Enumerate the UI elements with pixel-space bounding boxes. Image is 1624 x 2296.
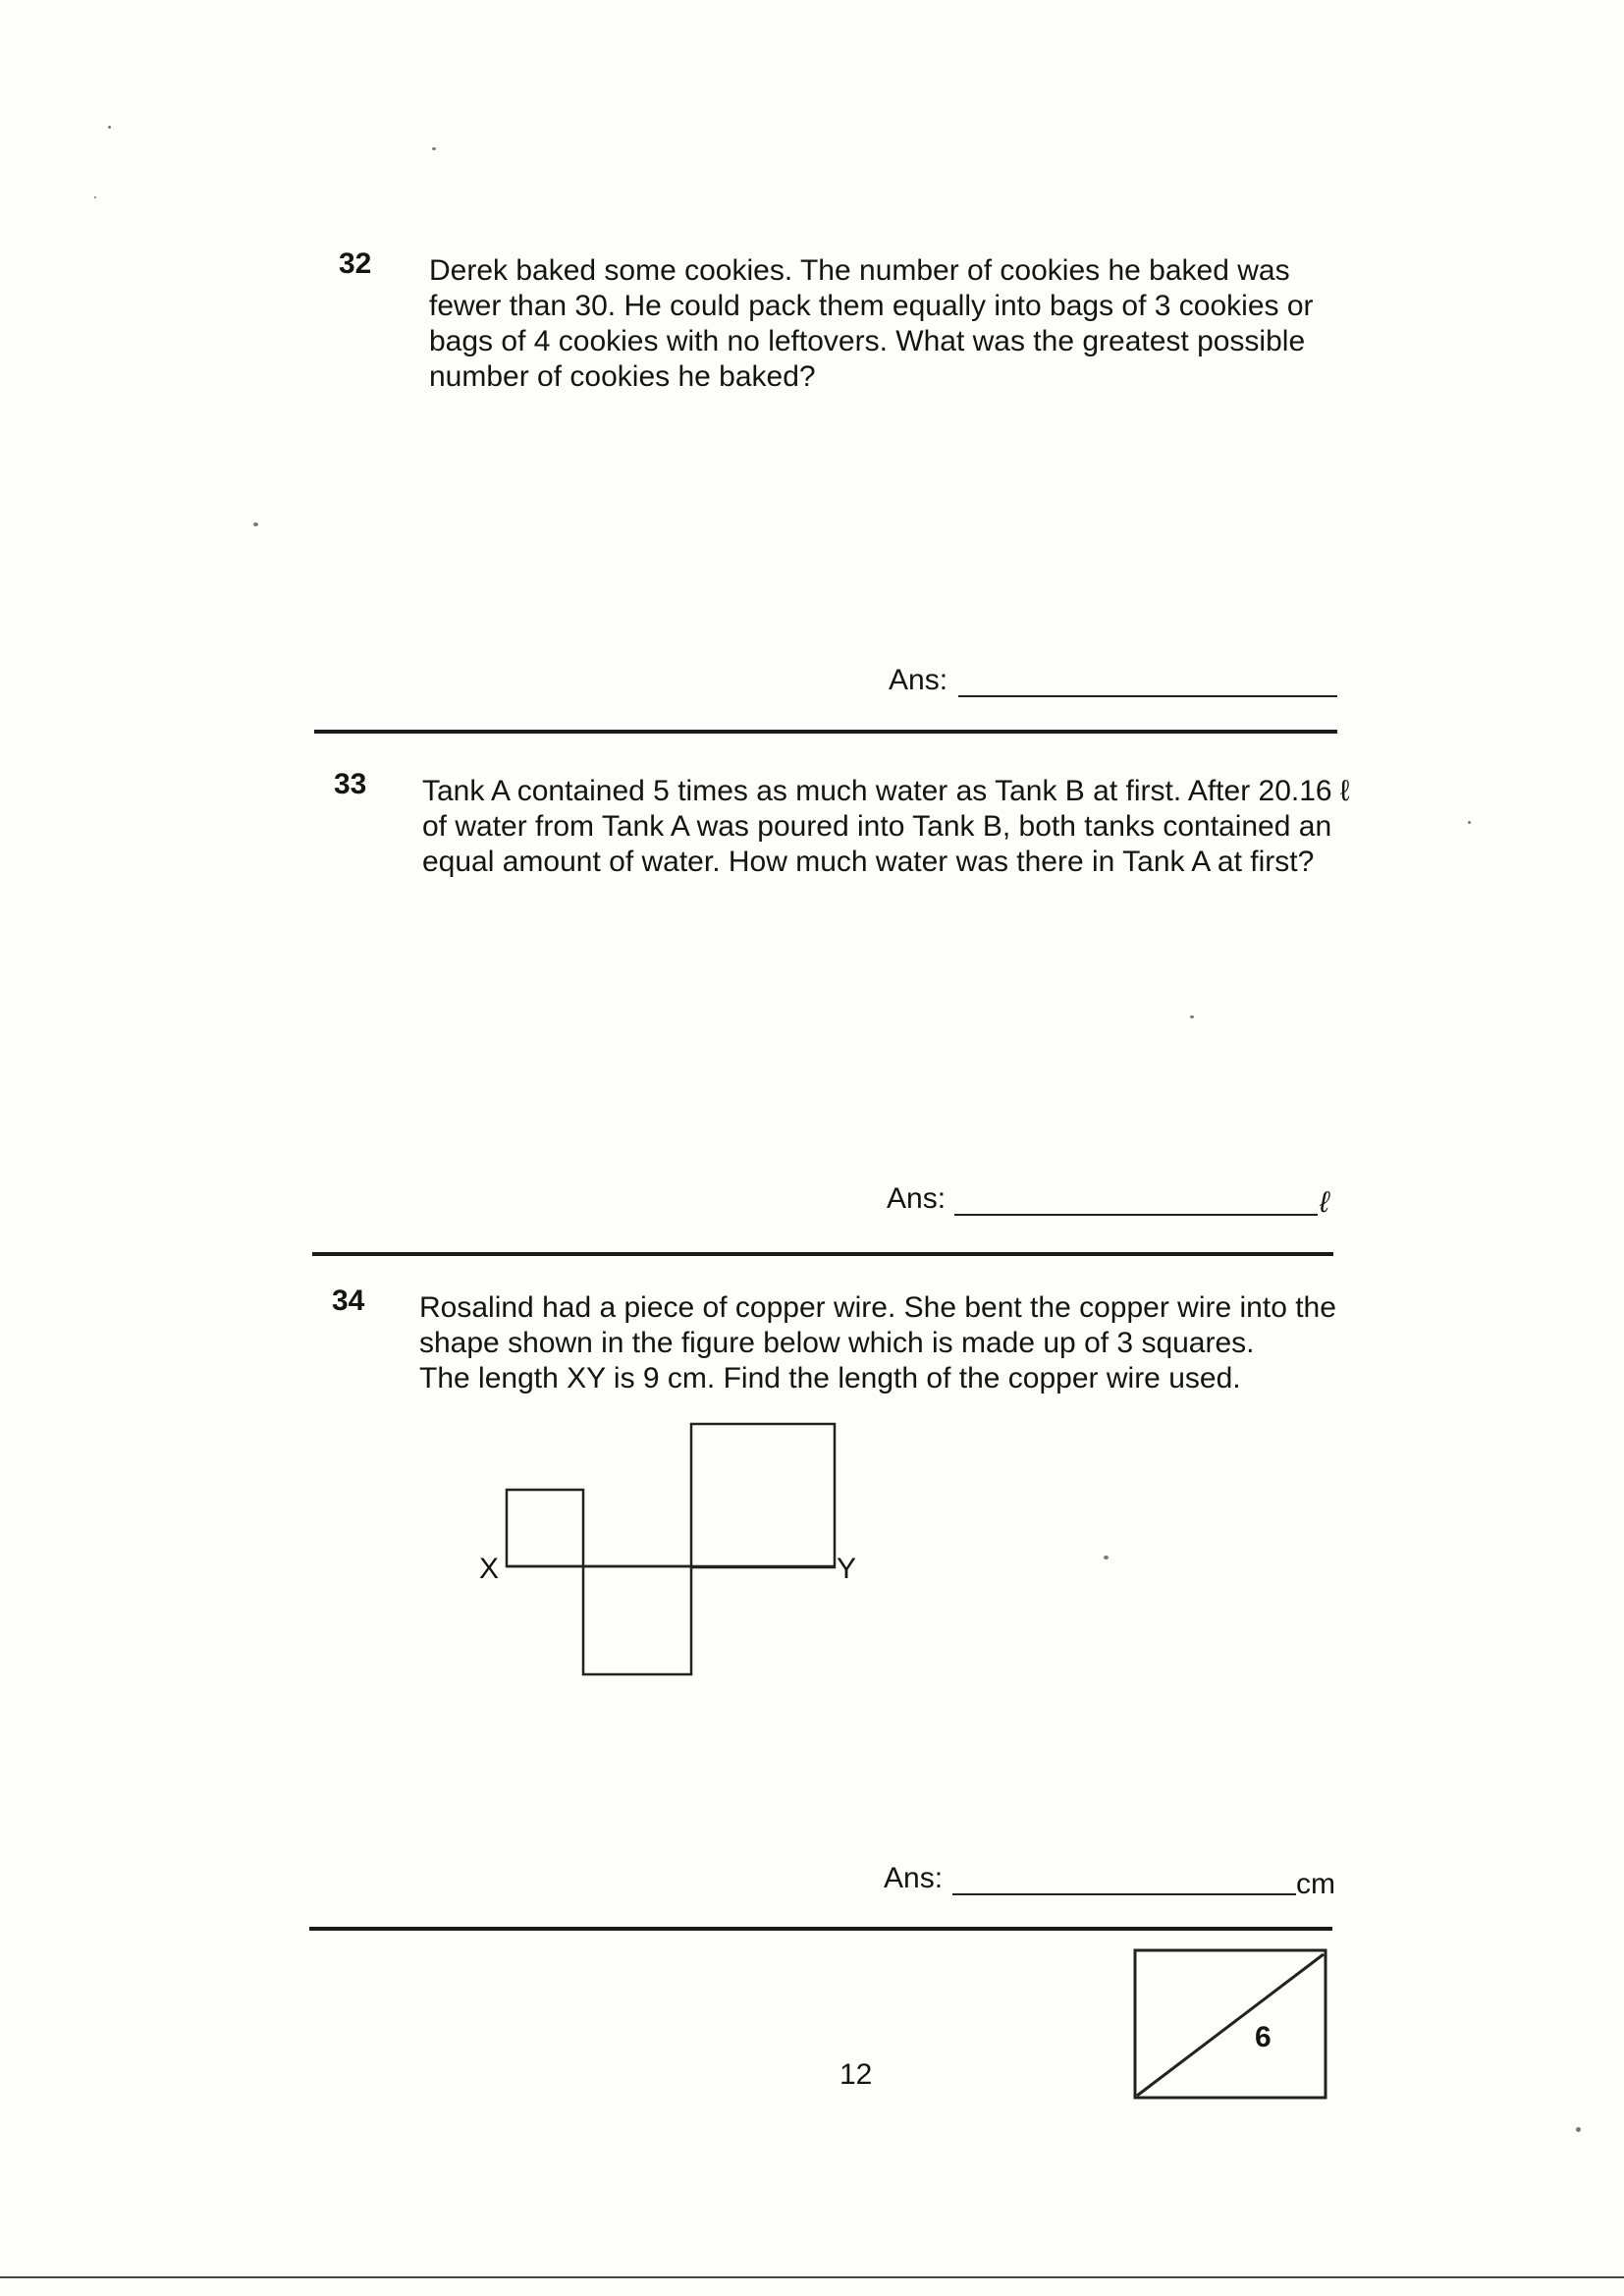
question-number-34: 34	[332, 1285, 365, 1317]
point-y-label: Y	[837, 1553, 857, 1585]
answer-label-33: Ans:	[887, 1182, 947, 1215]
question-number-32: 32	[339, 247, 372, 280]
section-divider-2	[312, 1252, 1333, 1256]
marks-box	[1133, 1948, 1329, 2102]
question-33-line-3: equal amount of water. How much water was there in Tank A at first?	[422, 846, 1315, 878]
question-33-line-1: Tank A contained 5 times as much water as Tank B at first. After 20.16 ℓ	[422, 775, 1350, 807]
answer-field-34[interactable]	[952, 1893, 1296, 1895]
question-33-line-2: of water from Tank A was poured into Tank B, both tanks contained an	[422, 810, 1332, 843]
point-x-label: X	[479, 1553, 500, 1585]
marks-value: 6	[1255, 2021, 1272, 2053]
large-square	[691, 1424, 835, 1567]
section-divider-1	[314, 730, 1337, 734]
question-32-line-4: number of cookies he baked?	[429, 360, 816, 393]
three-squares-figure	[461, 1409, 874, 1684]
question-34-line-1: Rosalind had a piece of copper wire. She bent the copper wire into the	[419, 1291, 1336, 1324]
unit-cm-34: cm	[1296, 1868, 1335, 1900]
page-number: 12	[839, 2058, 873, 2091]
small-square	[507, 1490, 583, 1566]
answer-field-32[interactable]	[958, 695, 1337, 697]
question-32-line-1: Derek baked some cookies. The number of cookies he baked was	[429, 254, 1290, 287]
question-34-line-2: shape shown in the figure below which is made up of 3 squares.	[419, 1327, 1255, 1359]
question-number-33: 33	[334, 768, 367, 800]
unit-litre-33: ℓ	[1320, 1186, 1329, 1219]
answer-label-34: Ans:	[884, 1862, 944, 1894]
question-32-text	[429, 253, 1411, 395]
question-33-text	[422, 774, 1414, 880]
answer-label-32: Ans:	[889, 664, 948, 696]
answer-field-33[interactable]	[954, 1214, 1318, 1216]
section-divider-3	[309, 1927, 1332, 1931]
scan-edge-line	[0, 2276, 1624, 2278]
question-34-line-3: The length XY is 9 cm. Find the length of the copper wire used.	[419, 1362, 1241, 1394]
question-32-line-3: bags of 4 cookies with no leftovers. What was the greatest possible	[429, 325, 1306, 357]
medium-square	[583, 1566, 691, 1674]
question-32-line-2: fewer than 30. He could pack them equally into bags of 3 cookies or	[429, 290, 1314, 322]
question-34-text	[419, 1290, 1411, 1396]
